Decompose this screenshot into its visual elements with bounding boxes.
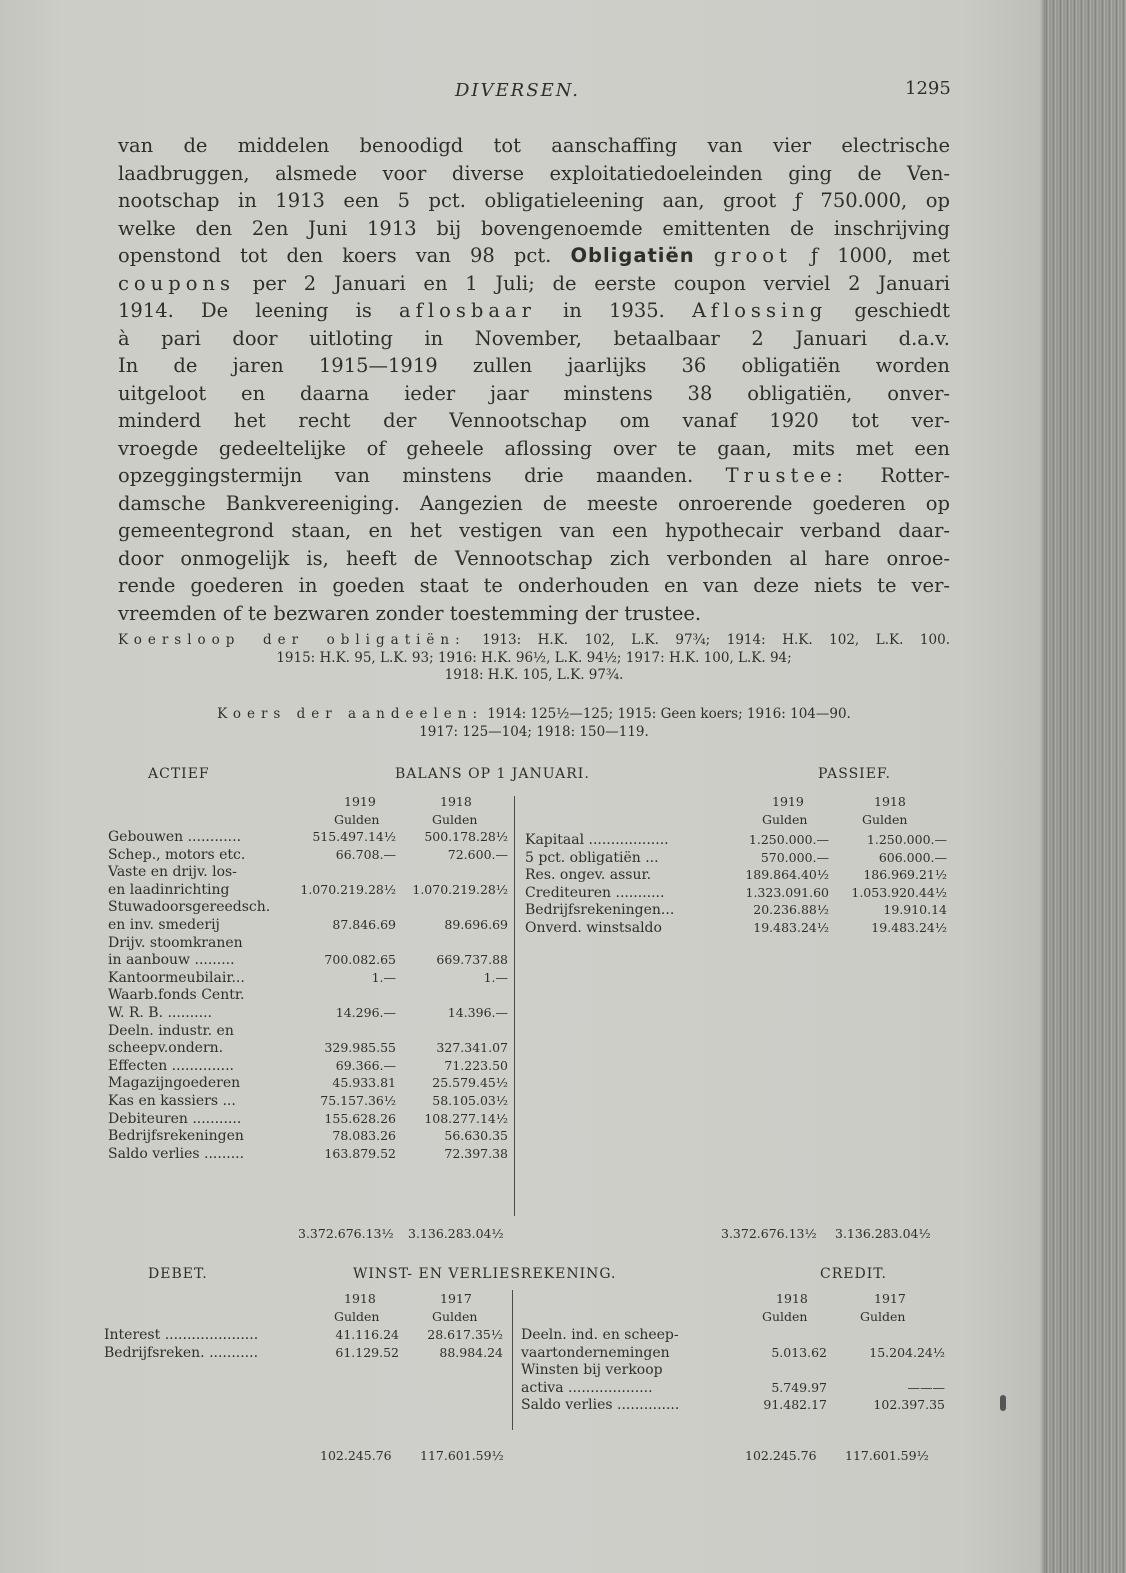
balans-actief-unit-1: Gulden — [334, 812, 380, 827]
paragraph-line — [118, 545, 950, 573]
winst-title: WINST- EN VERLIESREKENING. — [353, 1266, 617, 1282]
value-col-2: 19.483.24½ — [871, 919, 947, 935]
value-col-1: 91.482.17 — [763, 1397, 827, 1413]
value-col-1: 329.985.55 — [324, 1040, 396, 1056]
paragraph-text: door onmogelijk is, heeft de Vennootschap zich verbonden al hare onroe- — [118, 546, 950, 570]
paragraph-line — [118, 435, 950, 463]
row-label: Onverd. winstsaldo — [525, 919, 662, 936]
value-col-1: 69.366.— — [335, 1057, 396, 1073]
row-label: activa ................... — [521, 1379, 653, 1396]
paragraph-text: minderd het recht der Vennootschap om vanaf 1920 tot ver- — [118, 409, 950, 432]
paragraph-text: ƒ 1000, met — [791, 244, 950, 267]
value-col-1: 1.070.219.28½ — [300, 881, 396, 897]
paragraph-text: In de jaren 1915—1919 zullen jaarlijks 36 obligatiën worden — [118, 354, 950, 377]
paragraph-text: rende goederen in goeden staat te onderhouden en van deze niets te ver- — [118, 574, 950, 597]
balans-passief-year-1: 1919 — [772, 794, 804, 809]
value-col-2: 1.250.000.— — [866, 832, 947, 847]
paragraph-text: uitgeloot en daarna ieder jaar minstens 38 obligatiën, onver- — [118, 381, 950, 405]
value-col-1: 1.— — [371, 969, 396, 985]
row-label: Bedrijfsreken. ........... — [104, 1344, 259, 1361]
value-col-2: 102.397.35 — [873, 1397, 945, 1413]
row-label: Debiteuren ........... — [108, 1110, 242, 1127]
row-label: Kas en kassiers ... — [108, 1092, 236, 1109]
page-number: 1295 — [905, 78, 951, 99]
row-label: Magazijngoederen — [108, 1075, 241, 1092]
value-col-2: 89.696.69 — [444, 916, 508, 932]
row-label: Saldo verlies ......... — [108, 1145, 245, 1162]
paragraph-line — [118, 297, 950, 325]
value-col-2: 669.737.88 — [436, 952, 508, 968]
koers-aandeelen-heading: Koers der aandeelen: — [217, 706, 483, 722]
value-col-1: 700.082.65 — [324, 952, 396, 968]
value-col-1: 20.236.88½ — [753, 902, 829, 918]
value-col-2: 606.000.— — [878, 849, 947, 865]
winst-debet-table — [104, 1327, 509, 1362]
value-col-1: 163.879.52 — [324, 1145, 396, 1161]
paragraph-text: vreemden of te bezwaren zonder toestemming der trustee. — [118, 601, 702, 625]
balans-passief-total-2: 3.136.283.04½ — [835, 1226, 931, 1241]
value-col-2: 88.984.24 — [439, 1344, 503, 1360]
spaced-term: coupons — [118, 271, 236, 295]
row-label: Effecten .............. — [108, 1057, 234, 1074]
paragraph-text — [695, 244, 714, 267]
spaced-term: Trustee: — [725, 464, 848, 487]
winst-debet-label: DEBET. — [148, 1266, 208, 1282]
winst-debet-year-2: 1917 — [440, 1291, 472, 1306]
table-row — [108, 864, 508, 882]
koersloop-block — [118, 632, 950, 685]
balans-actief-year-1: 1919 — [344, 794, 376, 809]
paragraph-line — [118, 132, 950, 160]
value-col-2: 25.579.45½ — [432, 1075, 508, 1091]
table-row — [104, 1327, 509, 1345]
value-col-2: 108.277.14½ — [424, 1110, 508, 1126]
table-row — [108, 1075, 508, 1093]
row-label: Saldo verlies .............. — [521, 1397, 680, 1414]
winst-credit-table — [521, 1327, 955, 1415]
row-label: W. R. B. .......... — [108, 1004, 212, 1021]
winst-credit-year-2: 1917 — [874, 1291, 906, 1306]
value-col-1: 189.864.40½ — [745, 867, 829, 883]
table-row — [108, 935, 508, 953]
paragraph-text: Rotter- — [848, 464, 950, 487]
table-row — [108, 1111, 508, 1129]
row-label: Deeln. ind. en scheep- — [521, 1327, 679, 1343]
table-row — [108, 829, 508, 847]
row-label: Winsten bij verkoop — [521, 1362, 663, 1379]
winst-credit-total-1: 102.245.76 — [745, 1448, 817, 1463]
paragraph-line — [118, 490, 950, 518]
paragraph-text: à pari door uitloting in November, betaalbaar 2 Januari d.a.v. — [118, 326, 950, 350]
value-col-1: 66.708.— — [335, 846, 396, 862]
table-row — [521, 1380, 955, 1398]
value-col-2: 500.178.28½ — [424, 829, 508, 844]
koers-aandeelen-line-2: 1917: 125—104; 1918: 150—119. — [419, 724, 649, 740]
winst-debet-year-1: 1918 — [344, 1291, 376, 1306]
balans-passief-table — [525, 832, 955, 938]
value-col-1: 19.483.24½ — [753, 919, 829, 935]
table-row — [521, 1327, 955, 1345]
balans-passief-unit-2: Gulden — [862, 812, 908, 827]
row-label: Schep., motors etc. — [108, 846, 246, 863]
winst-debet-total-1: 102.245.76 — [320, 1448, 392, 1463]
value-col-2: 1.— — [483, 969, 508, 985]
table-row — [525, 850, 955, 868]
row-label: en laadinrichting — [108, 881, 230, 898]
value-col-1: 41.116.24 — [335, 1327, 399, 1342]
row-label: Kantoormeubilair... — [108, 969, 245, 986]
value-col-1: 61.129.52 — [335, 1344, 399, 1360]
paragraph-line — [118, 160, 950, 188]
balans-passief-unit-1: Gulden — [762, 812, 808, 827]
value-col-2: 71.223.50 — [444, 1057, 508, 1073]
table-row — [525, 920, 955, 938]
paragraph-text: damsche Bankvereeniging. Aangezien de meeste onroerende goederen op — [118, 491, 950, 515]
paragraph-line — [118, 380, 950, 408]
row-label: Waarb.fonds Centr. — [108, 987, 245, 1004]
paragraph-line — [118, 242, 950, 270]
table-row — [525, 902, 955, 920]
table-row — [108, 1058, 508, 1076]
koers-aandeelen-line-1: 1914: 125½—125; 1915: Geen koers; 1916: 104—90. — [487, 706, 851, 722]
row-label: Gebouwen ............ — [108, 829, 242, 845]
winst-credit-label: CREDIT. — [820, 1266, 887, 1282]
table-row — [108, 970, 508, 988]
balans-actief-label: ACTIEF — [148, 766, 210, 782]
value-col-1: 515.497.14½ — [312, 829, 396, 844]
koersloop-heading: Koersloop der obligatiën: — [118, 632, 466, 648]
paragraph-text: in 1935. — [535, 299, 692, 322]
table-row — [525, 832, 955, 850]
paragraph-text: 1914. De leening is — [118, 299, 400, 322]
table-row — [108, 917, 508, 935]
table-row — [108, 1040, 508, 1058]
row-label: Bedrijfsrekeningen... — [525, 902, 675, 919]
row-label: 5 pct. obligatiën ... — [525, 849, 659, 866]
value-col-1: 14.296.— — [335, 1004, 396, 1020]
row-label: Deeln. industr. en — [108, 1022, 234, 1039]
paragraph-text: gemeentegrond staan, en het vestigen van een hypothecair verband daar- — [118, 519, 950, 542]
value-col-2: 1.070.219.28½ — [412, 881, 508, 897]
value-col-2: 186.969.21½ — [863, 867, 947, 883]
value-col-1: 570.000.— — [760, 849, 829, 865]
value-col-2: 56.630.35 — [444, 1128, 508, 1144]
book-spine — [1045, 0, 1126, 1573]
spaced-term: aflosbaar — [399, 299, 536, 322]
paragraph-text: vroegde gedeeltelijke of geheele aflossing over te gaan, mits met een — [118, 436, 950, 460]
winst-divider — [512, 1290, 513, 1430]
table-row — [525, 885, 955, 903]
value-col-2: 15.204.24½ — [869, 1344, 945, 1360]
balans-actief-total-2: 3.136.283.04½ — [408, 1226, 504, 1241]
value-col-2: 14.396.— — [447, 1004, 508, 1020]
paragraph-line — [118, 352, 950, 380]
value-col-1: 5.013.62 — [771, 1344, 827, 1360]
balans-title: BALANS OP 1 JANUARI. — [395, 766, 590, 782]
table-row — [108, 952, 508, 970]
row-label: Interest ..................... — [104, 1327, 259, 1343]
paragraph-text: nootschap in 1913 een 5 pct. obligatieleening aan, groot ƒ 750.000, op — [118, 189, 950, 212]
spaced-term: groot — [713, 244, 792, 267]
winst-debet-unit-1: Gulden — [334, 1309, 380, 1324]
balans-actief-unit-2: Gulden — [432, 812, 478, 827]
value-col-1: 78.083.26 — [332, 1128, 396, 1144]
winst-credit-total-2: 117.601.59½ — [845, 1448, 929, 1463]
table-row — [108, 899, 508, 917]
spaced-term: Aflossing — [692, 299, 828, 322]
value-col-2: 58.105.03½ — [432, 1092, 508, 1108]
paragraph-line — [118, 572, 950, 600]
balans-divider — [514, 796, 515, 1216]
koersloop-line-3: 1918: H.K. 105, L.K. 97¾. — [444, 667, 624, 683]
paragraph-line — [118, 215, 950, 243]
value-col-2: 28.617.35½ — [427, 1327, 503, 1342]
table-row — [108, 882, 508, 900]
row-label: in aanbouw ......... — [108, 952, 235, 969]
value-col-1: 87.846.69 — [332, 916, 396, 932]
table-row — [108, 1023, 508, 1041]
paragraph-text: van de middelen benoodigd tot aanschaffing van vier electrische — [118, 134, 950, 157]
table-row — [108, 987, 508, 1005]
paragraph-line — [118, 600, 950, 628]
table-row — [108, 1005, 508, 1023]
balans-passief-label: PASSIEF. — [818, 766, 891, 782]
balans-actief-total-1: 3.372.676.13½ — [298, 1226, 394, 1241]
paragraph-text: openstond tot den koers van 98 pct. — [118, 244, 571, 267]
value-col-1: 5.749.97 — [771, 1379, 827, 1395]
koersloop-line-1: 1913: H.K. 102, L.K. 97¾; 1914: H.K. 102, L.K. 100. — [482, 632, 950, 648]
value-col-2: 1.053.920.44½ — [851, 884, 947, 900]
table-row — [108, 847, 508, 865]
row-label: Vaste en drijv. los- — [108, 864, 237, 881]
paragraph-text: welke den 2en Juni 1913 bij bovengenoemde emittenten de inschrijving — [118, 216, 950, 240]
table-row — [104, 1345, 509, 1363]
paragraph-text: per 2 Januari en 1 Juli; de eerste coupon verviel 2 Januari — [235, 271, 950, 295]
winst-debet-unit-2: Gulden — [432, 1309, 478, 1324]
table-row — [108, 1093, 508, 1111]
paragraph-line — [118, 270, 950, 298]
value-col-1: 1.250.000.— — [748, 832, 829, 847]
table-row — [521, 1345, 955, 1363]
table-row — [525, 867, 955, 885]
paragraph-line — [118, 407, 950, 435]
body-paragraph — [118, 132, 950, 627]
koers-aandeelen-block — [118, 706, 950, 742]
winst-debet-total-2: 117.601.59½ — [420, 1448, 504, 1463]
table-row — [108, 1146, 508, 1164]
winst-credit-year-1: 1918 — [776, 1291, 808, 1306]
row-label: Bedrijfsrekeningen — [108, 1128, 244, 1145]
paragraph-text: geschiedt — [827, 299, 950, 322]
bold-term: Obligatiën — [570, 244, 695, 267]
balans-passief-total-1: 3.372.676.13½ — [721, 1226, 817, 1241]
row-label: Drijv. stoomkranen — [108, 934, 243, 951]
value-col-2: ——— — [907, 1379, 945, 1395]
winst-credit-unit-2: Gulden — [860, 1309, 906, 1324]
value-col-2: 72.397.38 — [444, 1145, 508, 1161]
winst-credit-unit-1: Gulden — [762, 1309, 808, 1324]
value-col-1: 75.157.36½ — [320, 1092, 396, 1108]
value-col-1: 1.323.091.60 — [745, 884, 829, 900]
row-label: scheepv.ondern. — [108, 1040, 224, 1057]
koersloop-line-2: 1915: H.K. 95, L.K. 93; 1916: H.K. 96½, L.K. 94½; 1917: H.K. 100, L.K. 94; — [276, 650, 792, 666]
paragraph-line — [118, 462, 950, 490]
value-col-2: 19.910.14 — [883, 902, 947, 918]
value-col-2: 327.341.07 — [436, 1040, 508, 1056]
row-label: Stuwadoorsgereedsch. — [108, 899, 271, 916]
balans-actief-table — [108, 829, 508, 1163]
row-label: Res. ongev. assur. — [525, 867, 652, 884]
table-row — [521, 1397, 955, 1415]
paragraph-line — [118, 187, 950, 215]
table-row — [108, 1128, 508, 1146]
balans-actief-year-2: 1918 — [440, 794, 472, 809]
value-col-1: 155.628.26 — [324, 1110, 396, 1126]
paragraph-text: laadbruggen, alsmede voor diverse exploitatiedoeleinden ging de Ven- — [118, 161, 950, 185]
ink-spot — [1000, 1395, 1006, 1411]
row-label: en inv. smederij — [108, 916, 220, 933]
paragraph-line — [118, 517, 950, 545]
paragraph-text: opzeggingstermijn van minstens drie maanden. — [118, 464, 726, 487]
row-label: Kapitaal .................. — [525, 832, 669, 848]
balans-passief-year-2: 1918 — [874, 794, 906, 809]
running-header-title: DIVERSEN. — [455, 80, 581, 101]
paragraph-line — [118, 325, 950, 353]
value-col-1: 45.933.81 — [332, 1075, 396, 1091]
table-row — [521, 1362, 955, 1380]
row-label: Crediteuren ........... — [525, 884, 665, 901]
value-col-2: 72.600.— — [447, 846, 508, 862]
row-label: vaartondernemingen — [521, 1344, 670, 1361]
